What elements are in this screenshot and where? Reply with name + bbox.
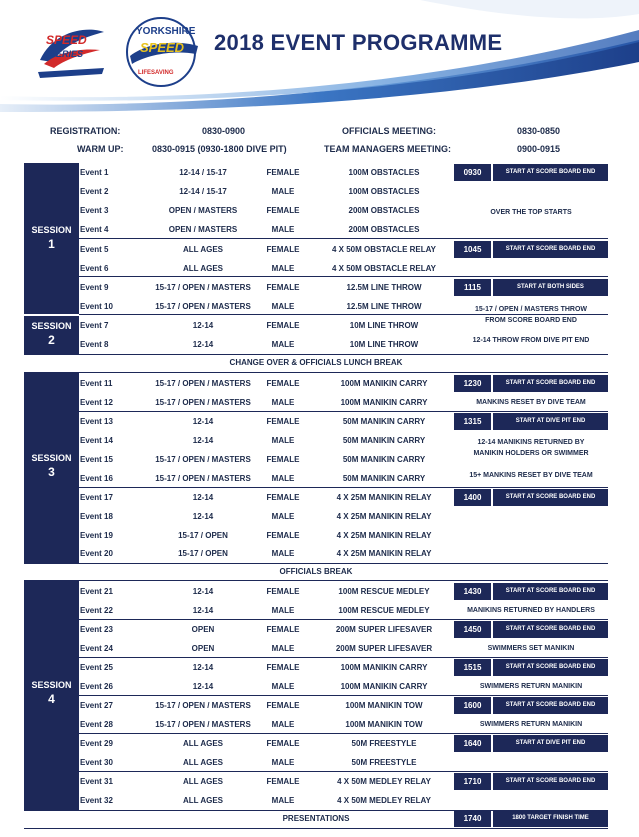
age-group: 15-17 / OPEN / MASTERS [155, 379, 251, 388]
age-group: OPEN [191, 644, 215, 653]
age-group: 15-17 / OPEN [178, 549, 228, 558]
presentations-label: PRESENTATIONS [282, 814, 350, 823]
time-box: 1315 [454, 413, 491, 430]
age-group: 15-17 / OPEN / MASTERS [155, 455, 251, 464]
age-group: OPEN / MASTERS [168, 225, 238, 234]
start-note-box: START AT SCORE BOARD END [493, 489, 608, 506]
event-number: Event 17 [80, 493, 113, 502]
gender: MALE [271, 474, 295, 483]
session-3-number: 3 [48, 465, 55, 479]
event-number: Event 14 [80, 436, 113, 445]
svg-text:YORKSHIRE: YORKSHIRE [136, 26, 196, 37]
start-note-box: 1800 TARGET FINISH TIME [493, 810, 608, 827]
age-group: 12-14 / 15-17 [179, 187, 227, 196]
section-divider [24, 372, 608, 373]
gender: MALE [271, 512, 295, 521]
event-name: 100M MANIKIN TOW [345, 720, 423, 729]
event-number: Event 30 [80, 758, 113, 767]
event-name: 100M MANIKIN CARRY [340, 379, 428, 388]
note-return-manikin-2: SWIMMERS RETURN MANIKIN [479, 721, 583, 728]
gender: MALE [271, 758, 295, 767]
page-title: 2018 EVENT PROGRAMME [214, 30, 503, 55]
section-divider [24, 580, 608, 581]
event-name: 4 X 50M OBSTACLE RELAY [331, 264, 437, 273]
event-row [24, 753, 608, 772]
age-group: 12-14 [192, 606, 214, 615]
event-name: 50M MANIKIN CARRY [342, 474, 426, 483]
registration-label: REGISTRATION: [50, 126, 121, 136]
event-number: Event 4 [80, 225, 109, 234]
time-box: 1115 [454, 279, 491, 296]
gender: MALE [271, 720, 295, 729]
note-set-manikin: SWIMMERS SET MANIKIN [487, 645, 575, 652]
gender: MALE [271, 549, 295, 558]
age-group: 15-17 / OPEN / MASTERS [155, 398, 251, 407]
age-group: ALL AGES [182, 739, 223, 748]
note-handlers: MANIKINS RETURNED BY HANDLERS [467, 607, 595, 614]
start-note-box: START AT SCORE BOARD END [493, 697, 608, 714]
event-number: Event 6 [80, 264, 109, 273]
age-group: 12-14 [192, 340, 214, 349]
note-return-manikin-1: SWIMMERS RETURN MANIKIN [479, 683, 583, 690]
section-divider [24, 828, 608, 829]
event-number: Event 19 [80, 531, 113, 540]
note-line-throw-a: 15-17 / OPEN / MASTERS THROW [474, 306, 588, 313]
event-name: 50M MANIKIN CARRY [342, 455, 426, 464]
event-name: 100M RESCUE MEDLEY [338, 587, 430, 596]
start-note-box: START AT SCORE BOARD END [493, 621, 608, 638]
section-divider [24, 563, 608, 564]
event-number: Event 29 [80, 739, 113, 748]
event-row [24, 507, 608, 526]
time-box: 1640 [454, 735, 491, 752]
event-number: Event 22 [80, 606, 113, 615]
event-name: 4 X 25M MANIKIN RELAY [336, 531, 432, 540]
event-number: Event 5 [80, 245, 109, 254]
gender: MALE [271, 225, 295, 234]
event-row [24, 526, 608, 545]
gender: MALE [271, 340, 295, 349]
event-name: 200M OBSTACLES [348, 225, 420, 234]
event-number: Event 15 [80, 455, 113, 464]
event-row [24, 182, 608, 201]
note-reset-15: 15+ MANKINS RESET BY DIVE TEAM [469, 472, 593, 479]
warmup-label: WARM UP: [77, 144, 124, 154]
event-name: 12.5M LINE THROW [346, 302, 422, 311]
event-name: 50M FREESTYLE [351, 758, 417, 767]
gender: FEMALE [266, 587, 300, 596]
time-box: 1430 [454, 583, 491, 600]
start-note-box: START AT SCORE BOARD END [493, 583, 608, 600]
age-group: 15-17 / OPEN / MASTERS [155, 701, 251, 710]
gender: MALE [271, 606, 295, 615]
age-group: 15-17 / OPEN / MASTERS [155, 283, 251, 292]
start-note-box: START AT DIVE PIT END [493, 735, 608, 752]
event-number: Event 13 [80, 417, 113, 426]
event-number: Event 11 [80, 379, 113, 388]
gender: FEMALE [266, 663, 300, 672]
gender: FEMALE [266, 625, 300, 634]
age-group: ALL AGES [182, 264, 223, 273]
svg-text:SPEED: SPEED [46, 33, 87, 47]
age-group: 12-14 [192, 436, 214, 445]
age-group: 12-14 [192, 663, 214, 672]
age-group: ALL AGES [182, 777, 223, 786]
time-box: 1710 [454, 773, 491, 790]
gender: FEMALE [266, 206, 300, 215]
gender: FEMALE [266, 321, 300, 330]
event-name: 100M MANIKIN CARRY [340, 682, 428, 691]
svg-text:LIFESAVING: LIFESAVING [138, 70, 174, 76]
note-line-throw-c: 12-14 THROW FROM DIVE PIT END [472, 337, 590, 344]
event-row [24, 544, 608, 563]
age-group: 15-17 / OPEN / MASTERS [155, 474, 251, 483]
gender: FEMALE [266, 531, 300, 540]
event-row [24, 791, 608, 810]
event-number: Event 25 [80, 663, 113, 672]
time-box: 1450 [454, 621, 491, 638]
event-name: 100M RESCUE MEDLEY [338, 606, 430, 615]
age-group: 12-14 [192, 493, 214, 502]
svg-text:SPEED: SPEED [140, 40, 185, 55]
registration-value: 0830-0900 [202, 126, 246, 136]
age-group: 12-14 [192, 682, 214, 691]
time-box: 1740 [454, 810, 491, 827]
start-note-box: START AT BOTH SIDES [493, 279, 608, 296]
lunch-break-label: CHANGE OVER & OFFICIALS LUNCH BREAK [229, 358, 403, 367]
gender: MALE [271, 302, 295, 311]
start-note-box: START AT SCORE BOARD END [493, 773, 608, 790]
event-name: 4 X 25M MANIKIN RELAY [336, 512, 432, 521]
event-name: 50M FREESTYLE [351, 739, 417, 748]
age-group: OPEN / MASTERS [168, 206, 238, 215]
event-number: Event 7 [80, 321, 109, 330]
gender: FEMALE [266, 168, 300, 177]
time-box: 1230 [454, 375, 491, 392]
event-name: 100M MANIKIN CARRY [340, 398, 428, 407]
age-group: ALL AGES [182, 796, 223, 805]
event-number: Event 20 [80, 549, 113, 558]
event-name: 4 X 50M MEDLEY RELAY [337, 777, 431, 786]
event-number: Event 26 [80, 682, 113, 691]
note-returned-b: MANIKIN HOLDERS OR SWIMMER [473, 450, 589, 457]
event-number: Event 2 [80, 187, 109, 196]
event-name: 200M SUPER LIFESAVER [335, 644, 433, 653]
gender: MALE [271, 264, 295, 273]
gender: FEMALE [266, 701, 300, 710]
start-note-box: START AT DIVE PIT END [493, 413, 608, 430]
gender: FEMALE [266, 379, 300, 388]
team-managers-label: TEAM MANAGERS MEETING: [324, 144, 451, 154]
officials-meeting-label: OFFICIALS MEETING: [342, 126, 436, 136]
gender: FEMALE [266, 245, 300, 254]
session-4-number: 4 [48, 692, 55, 706]
age-group: 12-14 [192, 587, 214, 596]
age-group: 12-14 [192, 417, 214, 426]
time-box: 1400 [454, 489, 491, 506]
gender: MALE [271, 796, 295, 805]
event-number: Event 21 [80, 587, 113, 596]
event-name: 10M LINE THROW [349, 321, 419, 330]
gender: FEMALE [266, 417, 300, 426]
event-number: Event 27 [80, 701, 113, 710]
event-name: 100M MANIKIN TOW [345, 701, 423, 710]
event-name: 200M OBSTACLES [348, 206, 420, 215]
gender: MALE [271, 682, 295, 691]
gender: MALE [271, 644, 295, 653]
gender: MALE [271, 187, 295, 196]
event-name: 12.5M LINE THROW [346, 283, 422, 292]
age-group: 15-17 / OPEN / MASTERS [155, 302, 251, 311]
gender: FEMALE [266, 739, 300, 748]
event-name: 4 X 50M MEDLEY RELAY [337, 796, 431, 805]
team-managers-value: 0900-0915 [517, 144, 561, 154]
event-name: 100M MANIKIN CARRY [340, 663, 428, 672]
session-2-number: 2 [48, 333, 55, 347]
event-number: Event 24 [80, 644, 113, 653]
section-divider [24, 354, 608, 355]
age-group: 12-14 / 15-17 [179, 168, 227, 177]
age-group: 15-17 / OPEN [178, 531, 228, 540]
gender: FEMALE [266, 777, 300, 786]
event-number: Event 12 [80, 398, 113, 407]
age-group: 15-17 / OPEN / MASTERS [155, 720, 251, 729]
gender: MALE [271, 436, 295, 445]
start-note-box: START AT SCORE BOARD END [493, 659, 608, 676]
session-1-number: 1 [48, 237, 55, 251]
yorkshire-speed-logo [118, 12, 204, 92]
event-name: 10M LINE THROW [349, 340, 419, 349]
officials-break-label: OFFICIALS BREAK [279, 567, 353, 576]
gender: FEMALE [266, 493, 300, 502]
event-number: Event 1 [80, 168, 109, 177]
event-number: Event 23 [80, 625, 113, 634]
note-over-top: OVER THE TOP STARTS [490, 209, 572, 216]
age-group: OPEN [191, 625, 215, 634]
event-number: Event 18 [80, 512, 113, 521]
event-name: 4 X 25M MANIKIN RELAY [336, 549, 432, 558]
start-note-box: START AT SCORE BOARD END [493, 375, 608, 392]
session-1-label: SESSION [31, 225, 72, 235]
event-number: Event 31 [80, 777, 113, 786]
event-number: Event 16 [80, 474, 113, 483]
note-line-throw-b: FROM SCORE BOARD END [485, 317, 577, 324]
age-group: ALL AGES [182, 758, 223, 767]
time-box: 1045 [454, 241, 491, 258]
event-name: 50M MANIKIN CARRY [342, 417, 426, 426]
event-name: 200M SUPER LIFESAVER [335, 625, 433, 634]
gender: FEMALE [266, 283, 300, 292]
officials-meeting-value: 0830-0850 [517, 126, 561, 136]
session-2-label: SESSION [31, 321, 72, 331]
start-note-box: START AT SCORE BOARD END [493, 164, 608, 181]
event-name: 4 X 50M OBSTACLE RELAY [331, 245, 437, 254]
event-row [24, 259, 608, 278]
speed-series-logo [34, 22, 108, 82]
gender: FEMALE [266, 455, 300, 464]
event-number: Event 8 [80, 340, 109, 349]
age-group: ALL AGES [182, 245, 223, 254]
warmup-value: 0830-0915 (0930-1800 DIVE PIT) [152, 144, 287, 154]
svg-text:SERIES: SERIES [50, 49, 84, 59]
age-group: 12-14 [192, 512, 214, 521]
gender: MALE [271, 398, 295, 407]
session-3-label: SESSION [31, 453, 72, 463]
note-reset-dive: MANKINS RESET BY DIVE TEAM [476, 399, 586, 406]
event-number: Event 10 [80, 302, 113, 311]
event-number: Event 32 [80, 796, 113, 805]
event-number: Event 9 [80, 283, 109, 292]
time-box: 1600 [454, 697, 491, 714]
start-note-box: START AT SCORE BOARD END [493, 241, 608, 258]
event-name: 100M OBSTACLES [348, 168, 420, 177]
age-group: 12-14 [192, 321, 214, 330]
note-returned-a: 12-14 MANIKINS RETURNED BY [477, 439, 585, 446]
event-number: Event 28 [80, 720, 113, 729]
event-row [24, 220, 608, 239]
event-name: 50M MANIKIN CARRY [342, 436, 426, 445]
event-name: 4 X 25M MANIKIN RELAY [336, 493, 432, 502]
event-number: Event 3 [80, 206, 109, 215]
session-4-label: SESSION [31, 680, 72, 690]
event-name: 100M OBSTACLES [348, 187, 420, 196]
time-box: 1515 [454, 659, 491, 676]
time-box: 0930 [454, 164, 491, 181]
